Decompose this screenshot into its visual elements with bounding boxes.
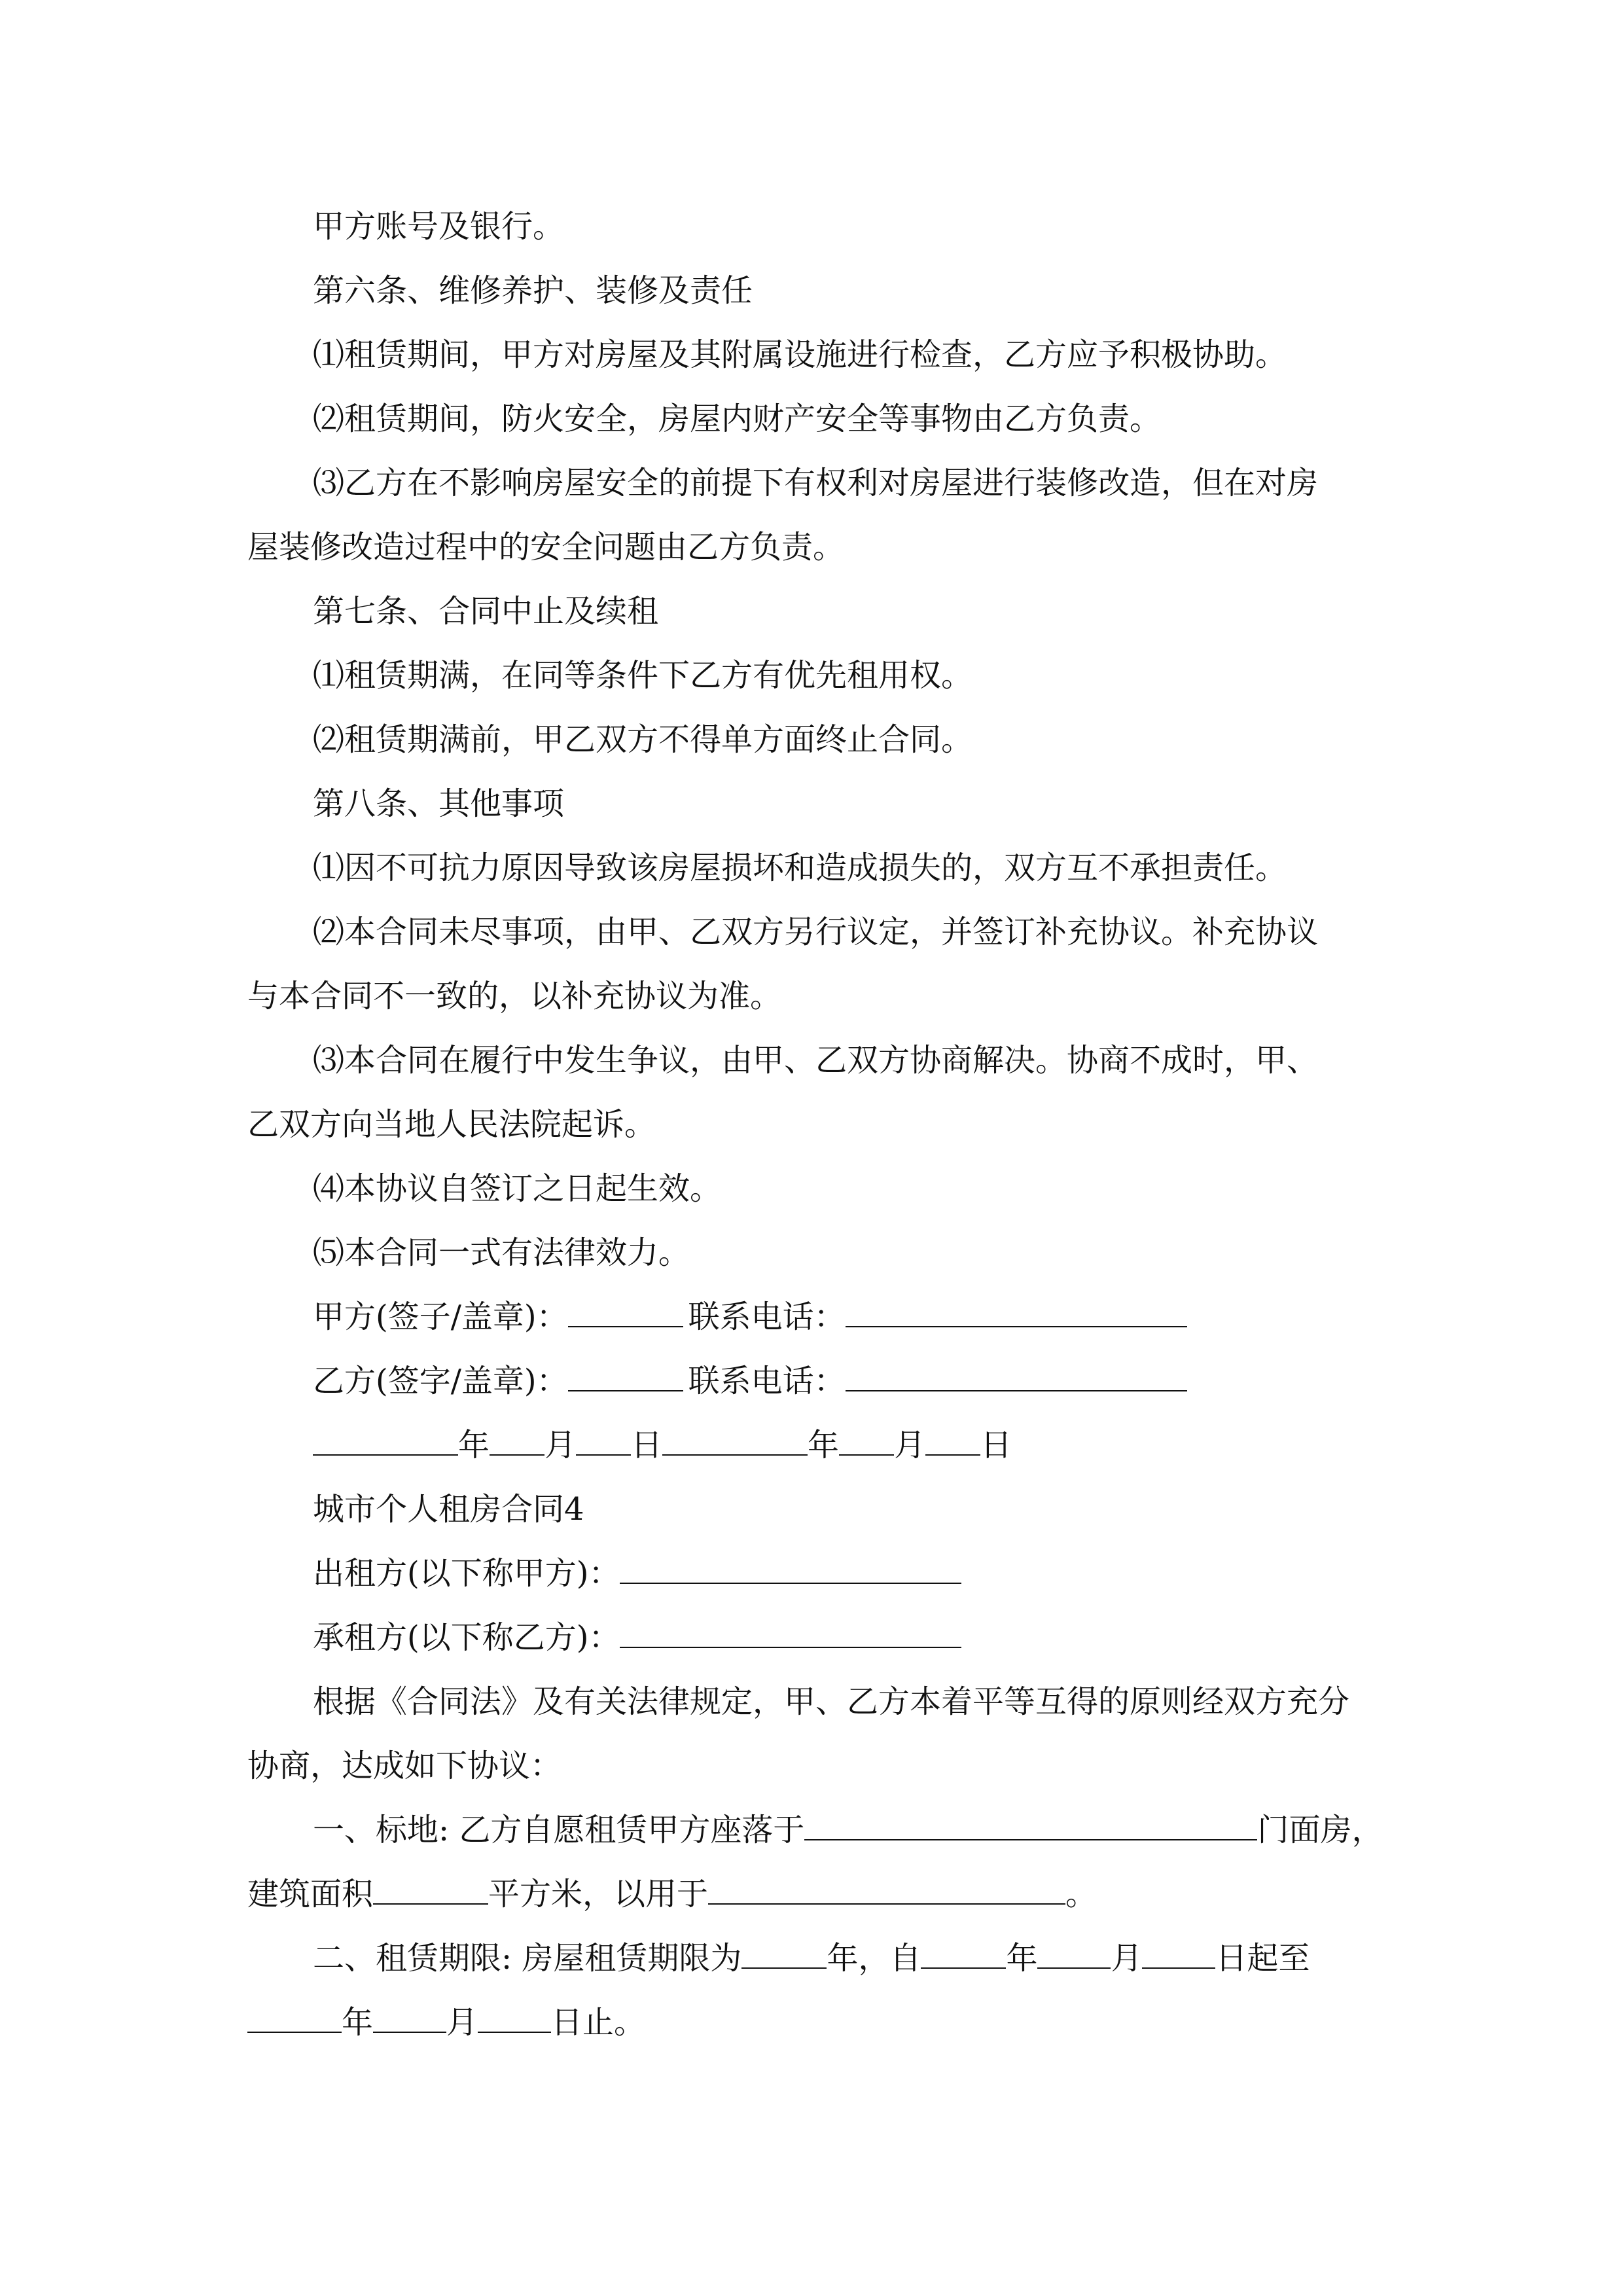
clause-text: 一、标地: 乙方自愿租赁甲方座落于 — [313, 1812, 805, 1848]
clause-term-line — [313, 1940, 1310, 1977]
start-day-blank[interactable] — [1142, 1941, 1215, 1969]
clause-text: 日止。 — [551, 2004, 646, 2041]
month-blank[interactable] — [839, 1428, 894, 1456]
usage-blank[interactable] — [708, 1877, 1065, 1905]
justified-text: ⑶乙方在不影响房屋安全的前提下有权利对房屋进行装修改造，但在对房 — [313, 465, 1319, 501]
clause-text: 门面房， — [1257, 1812, 1383, 1848]
phone-blank[interactable] — [846, 1300, 1187, 1327]
paragraph-line: ⑴因不可抗力原因导致该房屋损坏和造成损失的，双方互不承担责任。 — [313, 850, 1287, 886]
lessor-label: 出租方(以下称甲方)： — [313, 1555, 620, 1592]
year-blank[interactable] — [313, 1428, 458, 1456]
phone-label: 联系电话： — [688, 1363, 846, 1399]
clause-text: 年，自 — [827, 1940, 921, 1977]
day-blank[interactable] — [925, 1428, 980, 1456]
contract-title: 城市个人租房合同4 — [313, 1491, 584, 1528]
year-blank[interactable] — [662, 1428, 808, 1456]
paragraph-line: ⑵租赁期满前，甲乙双方不得单方面终止合同。 — [313, 721, 973, 758]
signature-line-party-b — [313, 1363, 1187, 1399]
lessee-blank[interactable] — [620, 1621, 961, 1648]
clause-text: 平方米，以用于 — [488, 1876, 709, 1912]
paragraph-line: 协商，达成如下协议： — [247, 1748, 562, 1784]
paragraph-line: ⑷本协议自签订之日起生效。 — [313, 1170, 722, 1207]
lessee-label: 承租方(以下称乙方)： — [313, 1619, 620, 1656]
signature-line-party-a — [313, 1299, 1187, 1335]
day-blank[interactable] — [576, 1428, 631, 1456]
start-year-blank[interactable] — [921, 1941, 1006, 1969]
term-years-blank[interactable] — [741, 1941, 827, 1969]
year-label: 年 — [808, 1427, 840, 1463]
day-label: 日 — [1215, 1940, 1247, 1977]
month-label: 月 — [1111, 1940, 1143, 1977]
paragraph-line: 屋装修改造过程中的安全问题由乙方负责。 — [247, 529, 845, 565]
location-blank[interactable] — [804, 1813, 1257, 1840]
section-heading-article-7: 第七条、合同中止及续租 — [313, 593, 659, 630]
paragraph-line: 乙双方向当地人民法院起诉。 — [247, 1106, 656, 1143]
clause-text: 起至 — [1247, 1940, 1310, 1977]
date-line — [313, 1427, 1012, 1463]
signature-blank[interactable] — [568, 1300, 683, 1327]
end-month-blank[interactable] — [373, 2005, 446, 2033]
day-label: 日 — [631, 1427, 663, 1463]
paragraph-line: 根据《合同法》及有关法律规定，甲、乙方本着平等互得的原则经双方充分 — [313, 1683, 1350, 1720]
month-label: 月 — [894, 1427, 926, 1463]
end-day-blank[interactable] — [478, 2005, 551, 2033]
lessor-blank[interactable] — [620, 1556, 961, 1584]
clause-premises-line — [313, 1812, 1383, 1848]
area-blank[interactable] — [373, 1877, 488, 1905]
month-blank[interactable] — [490, 1428, 544, 1456]
section-heading-article-8: 第八条、其他事项 — [313, 785, 565, 822]
phone-blank[interactable] — [846, 1364, 1187, 1391]
month-label: 月 — [544, 1427, 577, 1463]
paragraph-line: ⑸本合同一式有法律效力。 — [313, 1234, 690, 1271]
paragraph-line — [313, 465, 1374, 501]
section-heading-article-6: 第六条、维修养护、装修及责任 — [313, 272, 753, 309]
year-label: 年 — [1006, 1940, 1038, 1977]
paragraph-line: ⑵本合同未尽事项，由甲、乙双方另行议定，并签订补充协议。补充协议 — [313, 914, 1319, 950]
clause-term-end-line — [247, 2004, 645, 2041]
paragraph-line: ⑴租赁期间，甲方对房屋及其附属设施进行检查，乙方应予积极协助。 — [313, 336, 1287, 373]
paragraph-line: ⑴租赁期满，在同等条件下乙方有优先租用权。 — [313, 657, 973, 694]
paragraph-line: ⑵租赁期间，防火安全，房屋内财产安全等事物由乙方负责。 — [313, 401, 1162, 437]
lessor-line — [313, 1555, 961, 1592]
day-label: 日 — [980, 1427, 1012, 1463]
paragraph-line: 与本合同不一致的，以补充协议为准。 — [247, 978, 782, 1014]
clause-text: 二、租赁期限: 房屋租赁期限为 — [313, 1940, 742, 1977]
paragraph-line: 甲方账号及银行。 — [313, 208, 565, 245]
clause-text: 。 — [1065, 1876, 1097, 1912]
signature-label: 乙方(签字/盖章)： — [313, 1363, 568, 1399]
phone-label: 联系电话： — [688, 1299, 846, 1335]
end-year-blank[interactable] — [247, 2005, 342, 2033]
signature-label: 甲方(签子/盖章)： — [313, 1299, 568, 1335]
year-label: 年 — [342, 2004, 374, 2041]
clause-area-line — [247, 1876, 1097, 1912]
lessee-line — [313, 1619, 961, 1656]
signature-blank[interactable] — [568, 1364, 683, 1391]
month-label: 月 — [446, 2004, 478, 2041]
year-label: 年 — [458, 1427, 490, 1463]
clause-text: 建筑面积 — [247, 1876, 374, 1912]
start-month-blank[interactable] — [1037, 1941, 1111, 1969]
paragraph-line: ⑶本合同在履行中发生争议，由甲、乙双方协商解决。协商不成时，甲、 — [313, 1042, 1319, 1079]
